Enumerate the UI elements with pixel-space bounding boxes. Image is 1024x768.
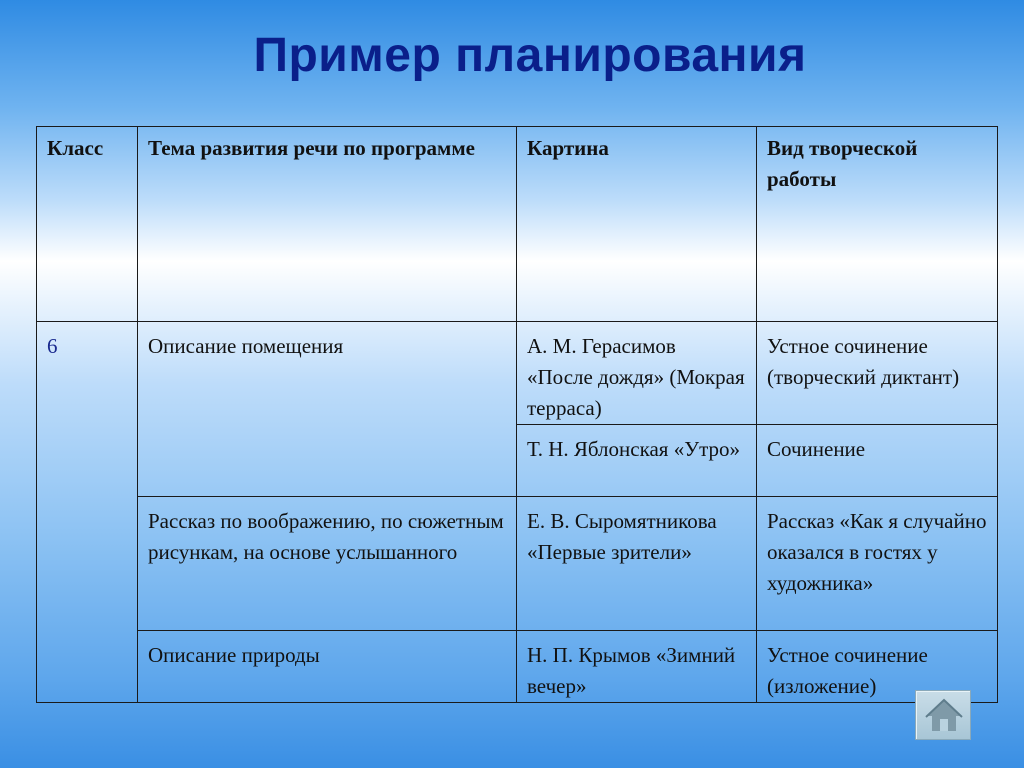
cell-topic: Рассказ по воображению, по сюжетным рисункам, на основе услышанного (138, 497, 517, 631)
cell-topic: Описание помещения (138, 322, 517, 497)
header-topic: Тема развития речи по программе (138, 127, 517, 322)
table-header-row (37, 127, 998, 322)
header-class: Класс (37, 127, 138, 322)
header-painting: Картина (517, 127, 757, 322)
table-row (37, 322, 998, 425)
cell-painting: Н. П. Крымов «Зимний вечер» (517, 631, 757, 703)
cell-topic: Описание природы (138, 631, 517, 703)
home-button[interactable] (915, 690, 971, 740)
table-row (37, 497, 998, 631)
cell-work-type: Сочинение (757, 425, 998, 497)
cell-painting: Т. Н. Яблонская «Утро» (517, 425, 757, 497)
cell-class-value: 6 (37, 322, 138, 703)
home-icon (925, 697, 963, 735)
page-title: Пример планирования (253, 29, 807, 82)
cell-work-type: Устное сочинение (творческий диктант) (757, 322, 998, 425)
header-work-type: Вид творческой работы (757, 127, 998, 322)
cell-work-type: Рассказ «Как я случайно оказался в гостях у художника» (757, 497, 998, 631)
table-row (37, 631, 998, 703)
cell-painting: А. М. Герасимов «После дождя» (Мокрая терраса) (517, 322, 757, 425)
cell-painting: Е. В. Сыромятникова «Первые зрители» (517, 497, 757, 631)
cell-work-type: Устное сочинение (изложение) (757, 631, 998, 703)
planning-table (36, 126, 998, 703)
